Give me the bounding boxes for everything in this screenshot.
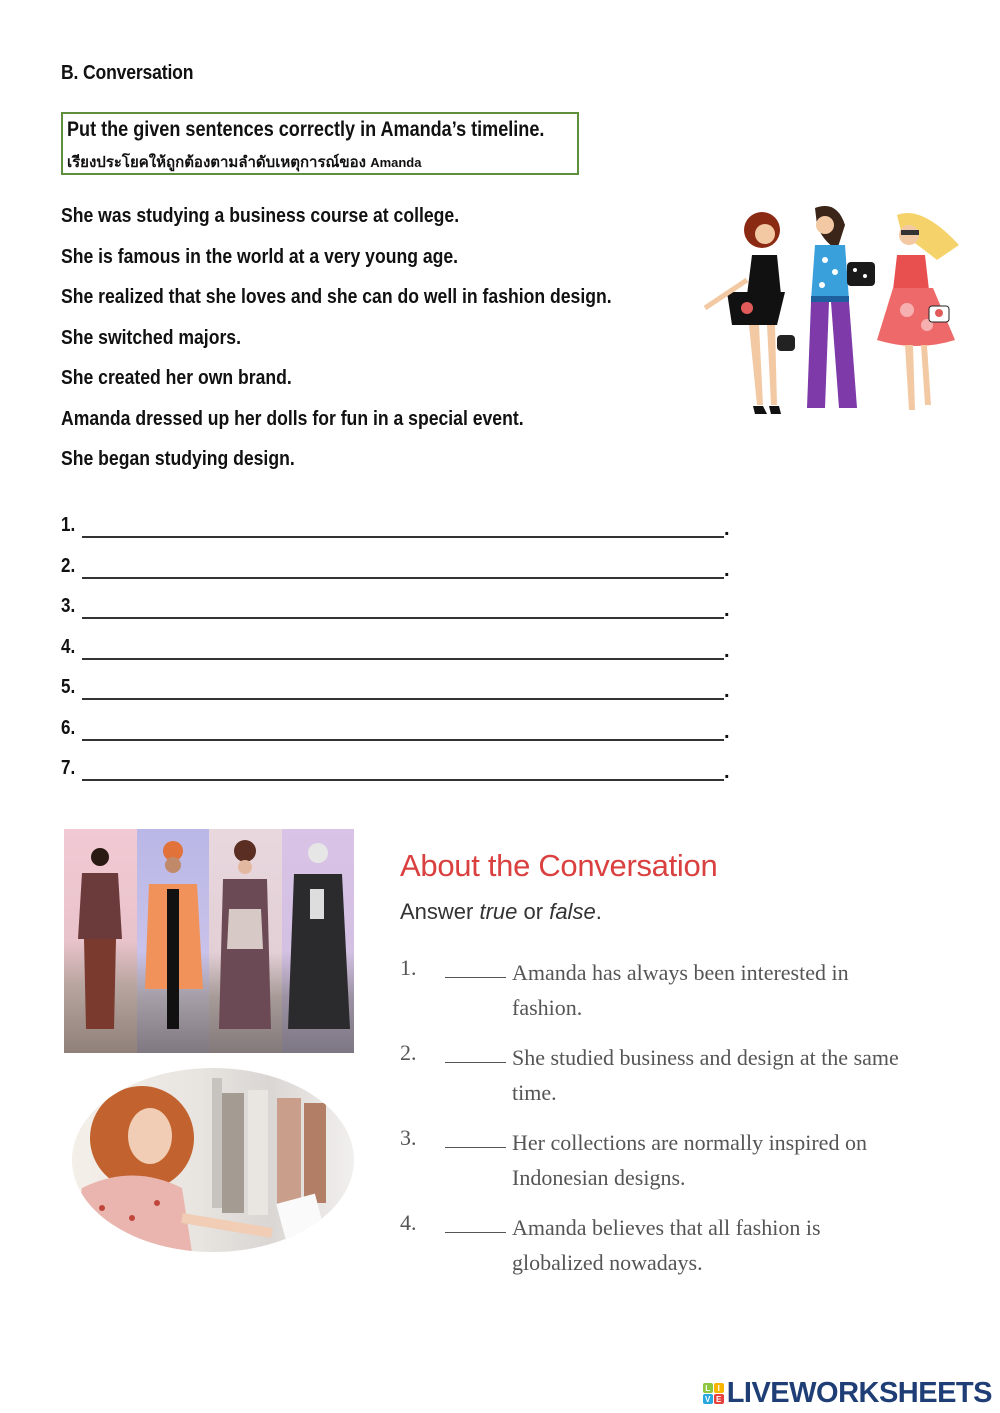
subtitle-or: or xyxy=(517,899,550,924)
answer-period: . xyxy=(724,558,730,581)
sentence-item: Amanda dressed up her dolls for fun in a special event. xyxy=(61,407,524,430)
answer-number: 1. xyxy=(61,514,76,536)
runway-panel xyxy=(209,829,282,1053)
subtitle-end: . xyxy=(595,899,602,924)
liveworksheets-logo[interactable] xyxy=(703,1377,992,1410)
answer-row xyxy=(61,514,741,555)
logo-letter-i: I xyxy=(714,1383,724,1393)
sentence-item: She switched majors. xyxy=(61,326,241,349)
answer-row xyxy=(61,676,741,717)
answer-period: . xyxy=(724,761,730,783)
logo-text: LIVEWORKSHEETS xyxy=(726,1377,992,1409)
fashion-girls-illustration xyxy=(697,200,963,422)
about-title: About the Conversation xyxy=(400,848,718,883)
answer-input-3[interactable] xyxy=(82,617,724,619)
instructions-thai-text: เรียงประโยคให้ถูกต้องตามลำดับเหตุการณ์ของ xyxy=(67,154,367,171)
sentence-item: She is famous in the world at a very young age. xyxy=(61,245,459,268)
section-title: B. Conversation xyxy=(61,62,194,84)
answer-row xyxy=(61,555,741,596)
tf-number: 1. xyxy=(400,955,417,980)
tf-answer-input-4[interactable] xyxy=(445,1232,506,1233)
answer-number: 3. xyxy=(61,595,76,617)
answer-row xyxy=(61,636,741,677)
answer-period: . xyxy=(724,518,730,540)
subtitle-true: true xyxy=(479,899,518,924)
answer-input-5[interactable] xyxy=(82,698,724,700)
designer-photo xyxy=(72,1068,354,1252)
answer-row xyxy=(61,595,741,636)
answer-input-6[interactable] xyxy=(82,739,724,741)
answer-period: . xyxy=(724,680,730,702)
tf-number: 3. xyxy=(400,1125,417,1150)
subtitle-prefix: Answer xyxy=(400,899,480,924)
tf-statement: Amanda has always been interested in fashion. xyxy=(512,960,849,1020)
answer-number: 2. xyxy=(61,554,76,577)
sentence-item: She began studying design. xyxy=(61,448,295,470)
tf-statement: Her collections are normally inspired on Indonesian designs. xyxy=(512,1130,867,1190)
tf-statement: Amanda believes that all fashion is globalized nowadays. xyxy=(512,1215,821,1275)
tf-number: 2. xyxy=(400,1040,417,1065)
tf-answer-input-2[interactable] xyxy=(445,1062,506,1063)
answer-number: 4. xyxy=(61,635,76,658)
runway-panel xyxy=(64,829,137,1053)
answer-row xyxy=(61,757,741,798)
runway-photo xyxy=(64,829,354,1053)
answer-input-2[interactable] xyxy=(82,577,724,579)
runway-panel xyxy=(137,829,210,1053)
runway-panel xyxy=(282,829,355,1053)
sentence-item: She realized that she loves and she can do well in fashion design. xyxy=(61,286,612,308)
answer-number: 5. xyxy=(61,676,76,698)
sentence-item: She was studying a business course at college. xyxy=(61,205,460,227)
tf-statement: She studied business and design at the same time. xyxy=(512,1045,899,1105)
instructions-english: Put the given sentences correctly in Amanda’s timeline. xyxy=(67,118,545,141)
about-subtitle xyxy=(400,899,602,925)
logo-letter-v: V xyxy=(703,1394,713,1404)
tf-answer-input-3[interactable] xyxy=(445,1147,506,1148)
answer-number: 7. xyxy=(61,757,76,779)
answer-period: . xyxy=(724,639,730,662)
instructions-thai xyxy=(67,150,421,174)
subtitle-false: false xyxy=(549,899,596,924)
instructions-box xyxy=(61,112,579,175)
answer-lines xyxy=(61,514,741,798)
logo-letter-e: E xyxy=(714,1394,724,1404)
logo-letter-l: L xyxy=(703,1383,713,1393)
answer-input-4[interactable] xyxy=(82,658,724,660)
answer-number: 6. xyxy=(61,716,76,739)
answer-period: . xyxy=(724,720,730,743)
sentence-list xyxy=(61,203,687,487)
tf-answer-input-1[interactable] xyxy=(445,977,506,978)
instructions-thai-name: Amanda xyxy=(370,155,422,170)
sentence-item: She created her own brand. xyxy=(61,367,292,389)
answer-period: . xyxy=(724,599,730,621)
tf-number: 4. xyxy=(400,1210,417,1235)
answer-input-7[interactable] xyxy=(82,779,724,781)
answer-row xyxy=(61,717,741,758)
logo-live-icon xyxy=(703,1383,724,1404)
answer-input-1[interactable] xyxy=(82,536,724,538)
